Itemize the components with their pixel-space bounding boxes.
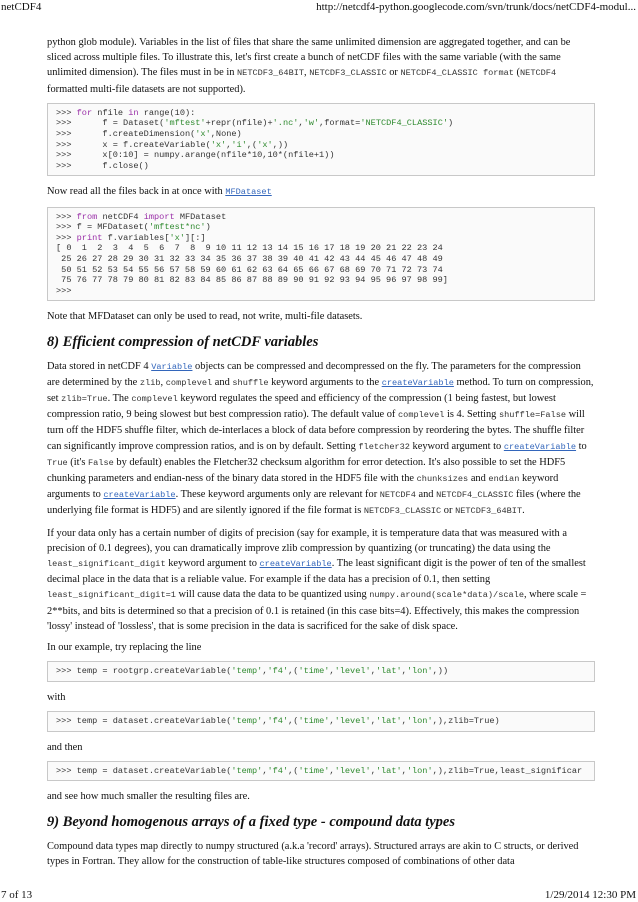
paragraph-and-then: and then (47, 741, 83, 753)
footer-timestamp: 1/29/2014 12:30 PM (544, 889, 636, 901)
paragraph-read-back: Now read all the files back in at once with MFDataset (47, 186, 272, 198)
link-createvariable[interactable]: createVariable (503, 441, 577, 452)
code-block-zlib: >>> temp = dataset.createVariable('temp','f4',('time','level','lat','lon',),zlib=True) (47, 711, 595, 732)
link-variable[interactable]: Variable (151, 361, 193, 372)
link-createvariable[interactable]: createVariable (381, 377, 454, 388)
footer-page-number: 7 of 13 (1, 889, 33, 901)
code-block-mfdataset: >>> from netCDF4 import MFDataset >>> f = MFDataset('mftest*nc') >>> print f.variables['x'][:] [ 0 1 2 3 4 5 6 7 8 9 10 11 12 13 14 15 16 17 18 19 20 21 22 23 24 25 26 27 28 29 30 31 32 33 34 35 36 37 38 39 40 41 42 43 44 45 46 47 48 49 50 51 52 53 54 55 56 57 58 59 60 61 62 63 64 65 66 67 68 69 70 71 72 73 74 75 76 77 78 79 80 81 82 83 84 85 86 87 88 89 90 91 92 93 94 95 96 97 98 99] >>> (47, 207, 595, 302)
paragraph-precision: If your data only has a certain number of digits of precision (say for example, it is temperature data that was measured with a precision of 0.1 degrees), you can dramatically improve zlib compression by quantizing (or truncating) the data using the least_significant_digit keyword argument to createVariable. The least significant digit is the power of ten of the smallest decimal place in the data that is a reliable value. For example if the data has a precision of 0.1, then setting least_significant_digit=1 will cause data the data to be quantized using numpy.around(scale*data)/scale, where scale = 2**bits, and bits is determined so that a precision of 0.1 is retained (in this case bits=4). Effectively, this makes the compression 'lossy' instead of 'lossless', that is some precision in the data is sacrificed for the sake of disk space. (47, 527, 587, 632)
code-block-create-files: >>> for nfile in range(10): >>> f = Dataset('mftest'+repr(nfile)+'.nc','w',format='NETCDF4_CLASSIC') >>> f.createDimension('x',None) >>> x = f.createVariable('x','i',('x',)) >>> x[0:10] = numpy.arange(nfile*10,10*(nfile+1)) >>> f.close() (47, 103, 595, 177)
paragraph-example-intro: In our example, try replacing the line (47, 641, 202, 653)
link-createvariable[interactable]: createVariable (103, 490, 176, 501)
header-title: netCDF4 (1, 1, 42, 13)
section-heading-compression: 8) Efficient compression of netCDF variables (47, 333, 319, 350)
paragraph-compound-types: Compound data types map directly to numpy structured (a.k.a 'record' arrays). Structured arrays are akin to C structs, or derived types in Fortran. They allow for the construction of table-like structures composed of combinations of other data (47, 840, 579, 867)
paragraph-compression: Data stored in netCDF 4 Variable objects can be compressed and decompressed on the fly. The parameters for the compression are determined by the zlib, complevel and shuffle keyword arguments to the createVariable method. To turn on compression, set zlib=True. The complevel keyword regulates the speed and efficiency of the compression (1 being fastest, but lowest compression ratio, 9 being slowest but best compression ratio). The default value of complevel is 4. Setting shuffle=False will turn off the HDF5 shuffle filter, which de-interlaces a block of data before compression by reordering the bytes. The shuffle filter can significantly improve compression ratios, and is on by default. Setting fletcher32 keyword argument to createVariable to True (it's False by default) enables the Fletcher32 checksum algorithm for error detection. It's also possible to set the HDF5 chunking parameters and endian-ness of the binary data stored in the HDF5 file with the chunksizes and endian keyword arguments to createVariable. These keyword arguments only are relevant for NETCDF4 and NETCDF4_CLASSIC files (where the underlying file format is HDF5) and are silently ignored if the file format is NETCDF3_CLASSIC or NETCDF3_64BIT. (47, 360, 594, 517)
section-heading-compound-types: 9) Beyond homogenous arrays of a fixed type - compound data types (47, 813, 455, 830)
document-body (47, 35, 595, 875)
link-mfdataset[interactable]: MFDataset (225, 187, 272, 198)
paragraph-mfdataset-note: Note that MFDataset can only be used to read, not write, multi-file datasets. (47, 311, 363, 323)
browser-print-header (0, 0, 638, 14)
link-createvariable[interactable]: createVariable (259, 558, 332, 569)
code-block-least-significant: >>> temp = dataset.createVariable('temp','f4',('time','level','lat','lon',),zlib=True,least_significar (47, 761, 595, 782)
code-block-original-line: >>> temp = rootgrp.createVariable('temp','f4',('time','level','lat','lon',)) (47, 661, 595, 682)
paragraph-mfdataset-intro: python glob module). Variables in the list of files that share the same unlimited dimension are aggregated together, and can be sliced across multiple files. To illustrate this, let's first create a bunch of netCDF files with the same variable (with the same unlimited dimension). The files must in be in NETCDF3_64BIT, NETCDF3_CLASSIC or NETCDF4_CLASSIC format (NETCDF4 formatted multi-file datasets are not supported). (47, 37, 571, 95)
browser-print-footer (0, 888, 638, 902)
header-url: http://netcdf4-python.googlecode.com/svn/trunk/docs/netCDF4-modul... (316, 1, 636, 13)
paragraph-see-smaller: and see how much smaller the resulting files are. (47, 791, 250, 803)
paragraph-with: with (47, 691, 66, 703)
